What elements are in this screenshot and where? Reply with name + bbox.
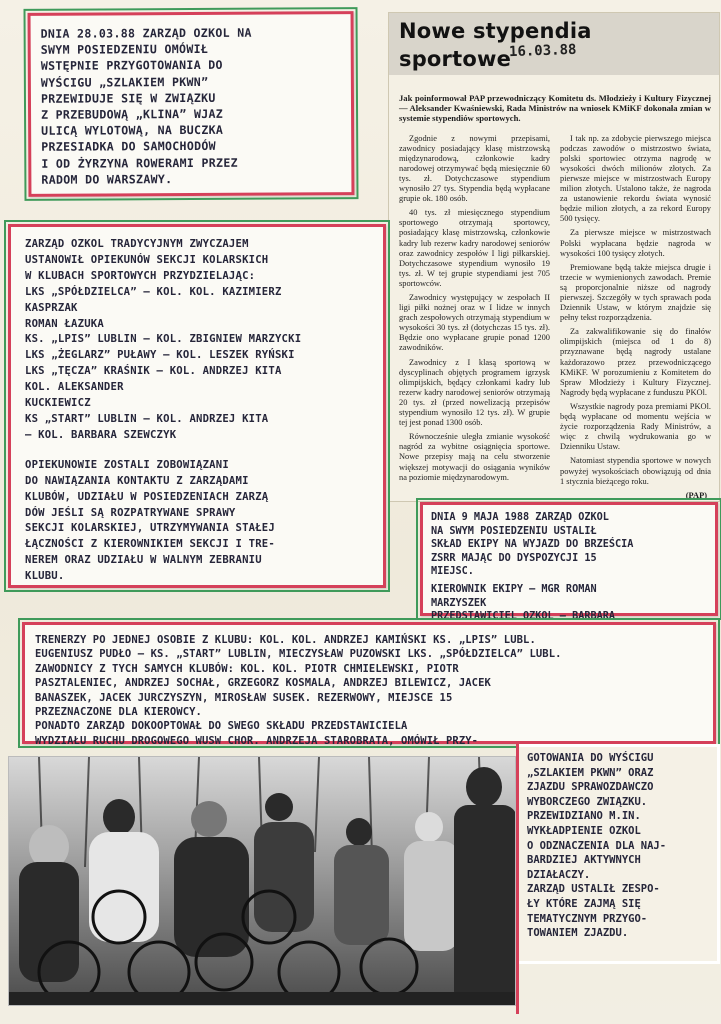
clipping-paragraph: Zawodnicy z I klasą sportową w dyscyplinach objętych programem igrzysk olimpijskich, będący członkami kadry lub rezerw kadry narodowej seniorów otrzymają 20 tys. zł (przed nowelizacją przepisów stypendium wynosiło 12 tys. zł). W grupie tej jest ponad 1300 osób. (399, 357, 550, 428)
clipping-column-right (560, 134, 711, 501)
note-text-obligations: OPIEKUNOWIE ZOSTALI ZOBOWIĄZANI DO NAWIĄZANIA KONTAKTU Z ZARZĄDAMI KLUBÓW, UDZIAŁU W POSIEDZENIACH ZARZĄ DÓW JEŚLI SĄ ROZPATRYWANE SPRAWY SEKCJI KOLARSKIEJ, UTRZYMYWANIA STAŁEJ ŁĄCZNOŚCI Z KIEROWNIKIEM SEKCJI I TRE- NEREM ORAZ UDZIAŁU W WALNYM ZEBRANIU KLUBU. (25, 458, 275, 583)
clipping-paragraph: Natomiast stypendia sportowe w nowych powyżej wysokościach obowiązują od dnia 1 stycznia bieżącego roku. (560, 456, 711, 486)
clipping-paragraph: Premiowane będą także miejsca drugie i trzecie w wymienionych zawodach. Premie są proporcjonalnie niższe od nagrody pierwszej. Szczegóły w tych sprawach poda Dziennik Ustaw, w którym znajdzie się pełny tekst rozporządzenia. (560, 262, 711, 323)
clipping-headline: Nowe stypendia sportowe (389, 13, 719, 75)
photo-image (9, 757, 516, 1006)
clipping-columns (389, 128, 719, 501)
note-text-continuation: GOTOWANIA DO WYŚCIGU „SZLAKIEM PKWN” ORAZ ZJAZDU SPRAWOZDAWCZO WYBORCZEGO ZWIĄZKU. PRZEWIDZIANO M.IN. WYKŁADPIENIE OZKOL O ODZNACZENIA DLA NAJ- BARDZIEJ AKTYWNYCH DZIAŁACZY. ZARZĄD USTALIŁ ZESPO- ŁY KTÓRE ZAJMĄ SIĘ TEMATYCZNYM PRZYGO- TOWANIEM ZJAZDU. (527, 752, 667, 940)
note-text-coaches: TRENERZY PO JEDNEJ OSOBIE Z KLUBU: KOL. KOL. ANDRZEJ KAMIŃSKI KS. „LPIS” LUBL. EUGENIUSZ PUDŁO – KS. „START” LUBLIN, MIECZYSŁAW PUZOWSKI LKS. „SPÓŁDZIELCA” LUBL. ZAWODNICY Z TYCH SAMYCH KLUBÓW: KOL. KOL. PIOTR CHMIELEWSKI, PIOTR PASZTALENIEC, ANDRZEJ SOCHAŁ, GRZEGORZ KOSMALA, ANDRZEJ BILEWICZ, JACEK BANASZEK, JACEK JURCZYSZYN, MIROSŁAW SUSEK. REZERWOWY, MIEJSCE 15 PRZEZNACZONE DLA KIEROWCY. PONADTO ZARZĄD DOKOOPTOWAŁ DO SWEGO SKŁADU PRZEDSTAWICIELA WYDZIAŁU RUCHU DROGOWEGO WUSW CHOR. ANDRZEJA STAROBRATA, OMÓWIŁ PRZY- (35, 634, 562, 747)
note-text-team-leaders: KIEROWNIK EKIPY – MGR ROMAN MARZYSZEK PRZEDSTAWICIEL OZKOL – BARBARA (431, 583, 616, 623)
clipping-paragraph: 40 tys. zł miesięcznego stypendium sportowego otrzymają sportowcy, posiadający klasę mistrzowską, członkowie kadry lub rezerw kadry narodowej seniorów oraz zawodnicy zespołów I ligi piłkarskiej. Dotychczasowe stypendium wynosiło 19 tys. zł. W tej grupie stypendiami jest 705 sportowców. (399, 208, 550, 288)
clipping-paragraph: Zgodnie z nowymi przepisami, zawodnicy posiadający klasę mistrzowską międzynarodową, członkowie kadry narodowej otrzymywać będą miesięcznie 60 tys. zł. Dotychczasowe stypendium wynosiło 27 tys. Stypendia będą wypłacane grupie ok. 180 osób. (399, 133, 550, 204)
note-text-planning: DNIA 28.03.88 ZARZĄD OZKOL NA SWYM POSIEDZENIU OMÓWIŁ WSTĘPNIE PRZYGOTOWANIA DO WYŚCIGU „SZLAKIEM PKWN” PRZEWIDUJE SIĘ W ZWIĄZKU Z PRZEBUDOWĄ „KLINA” WJAZ ULICĄ WYLOTOWĄ, NA BUCZKA PRZESIADKA DO SAMOCHODÓW I OD ŻYRZYNA ROWERAMI PRZEZ RADOM DO WARSZAWY. (40, 25, 252, 187)
note-text-trip: DNIA 9 MAJA 1988 ZARZĄD OZKOL NA SWYM POSIEDZENIU USTALIŁ SKŁAD EKIPY NA WYJAZD DO BRZEŚCIA ZSRR MAJĄC DO DYSPOZYCJI 15 MIEJSC. (431, 512, 634, 578)
newspaper-clipping (388, 12, 720, 502)
handwritten-note-planning (28, 11, 355, 197)
cyclists-photograph (8, 756, 516, 1006)
red-margin-line (516, 744, 519, 1014)
note-text-guardians: ZARZĄD OZKOL TRADYCYJNYM ZWYCZAJEM USTANOWIŁ OPIEKUNÓW SEKCJI KOLARSKICH W KLUBACH SPORTOWYCH PRZYDZIELAJĄC: LKS „SPÓŁDZIELCA” – KOL. KOL. KAZIMIERZ KASPRZAK ROMAN ŁAZUKA KS. „LPIS” LUBLIN – KOL. ZBIGNIEW MARZYCKI LKS „ŻEGLARZ” PUŁAWY – KOL. LESZEK RYŃSKI LKS „TĘCZA” KRAŚNIK – KOL. ANDRZEJ KITA KOL. ALEKSANDER KUCKIEWICZ KS „START” LUBLIN – KOL. ANDRZEJ KITA – KOL. BARBARA SZEWCZYK (25, 238, 302, 441)
clipping-paragraph: Za zakwalifikowanie się do finałów olimpijskich (miejsca od 1 do 8) przyznawane będą nagrody ustalane każdorazowo przez przewodniczącego KMiKF. W porozumieniu z Komitetem do Spraw Młodzieży i Kultury Fizycznej. Nagrody będą wypłacane z funduszu PKOl. (560, 327, 711, 397)
clipping-handwritten-date: 16.03.88 (508, 41, 577, 61)
clipping-paragraph: Równocześnie uległa zmianie wysokość nagród za wybitne osiągnięcia sportowe. Nowe przepisy mają na celu stworzenie większej motywacji do osiągania wyników na poziomie międzynarodowym. (399, 432, 550, 482)
handwritten-note-team-trip (420, 502, 718, 623)
clipping-paragraph: I tak np. za zdobycie pierwszego miejsca podczas zawodów o mistrzostwo świata, polski sportowiec otrzyma nagrodę w wysokości dwóch milionów złotych. Za pierwsze miejsce w mistrzostwach Europy milion złotych. Ustalono także, że nagroda za ustanowienie rekordu świata wynosić będzie milion złotych, a za rekord Europy 500 tysięcy. (560, 133, 711, 224)
clipping-paragraph: Za pierwsze miejsce w mistrzostwach Polski wypłacana będzie nagroda w wysokości 100 tysięcy złotych. (560, 228, 711, 258)
clipping-source: (PAP) (685, 490, 707, 500)
clipping-paragraph: Zawodnicy występujący w zespołach II ligi piłki nożnej oraz w I lidze w innych grach zespołowych otrzymają stypendium w wysokości 30 tys. zł (dotychczas 15 tys. zł). Będzie ono wypłacane grupie ponad 1200 zawodników. (399, 293, 550, 353)
handwritten-note-guardians (8, 224, 386, 588)
clipping-lead: Jak poinformował PAP przewodniczący Komitetu ds. Młodzieży i Kultury Fizycznej — Aleksander Kwaśniewski, Rada Ministrów na wniosek KMiKF dokonała zmian w systemie stypendiów sportowych. (399, 93, 711, 124)
clipping-paragraph: Wszystkie nagrody poza premiami PKOl. będą wypłacane od momentu wejścia w życie rozporządzenia Rady Ministrów, a więc z chwilą wydrukowania go w Dzienniku Ustaw. (560, 401, 711, 452)
clipping-column-left (399, 134, 550, 501)
handwritten-note-coaches (22, 622, 716, 747)
handwritten-note-continuation (516, 744, 720, 964)
